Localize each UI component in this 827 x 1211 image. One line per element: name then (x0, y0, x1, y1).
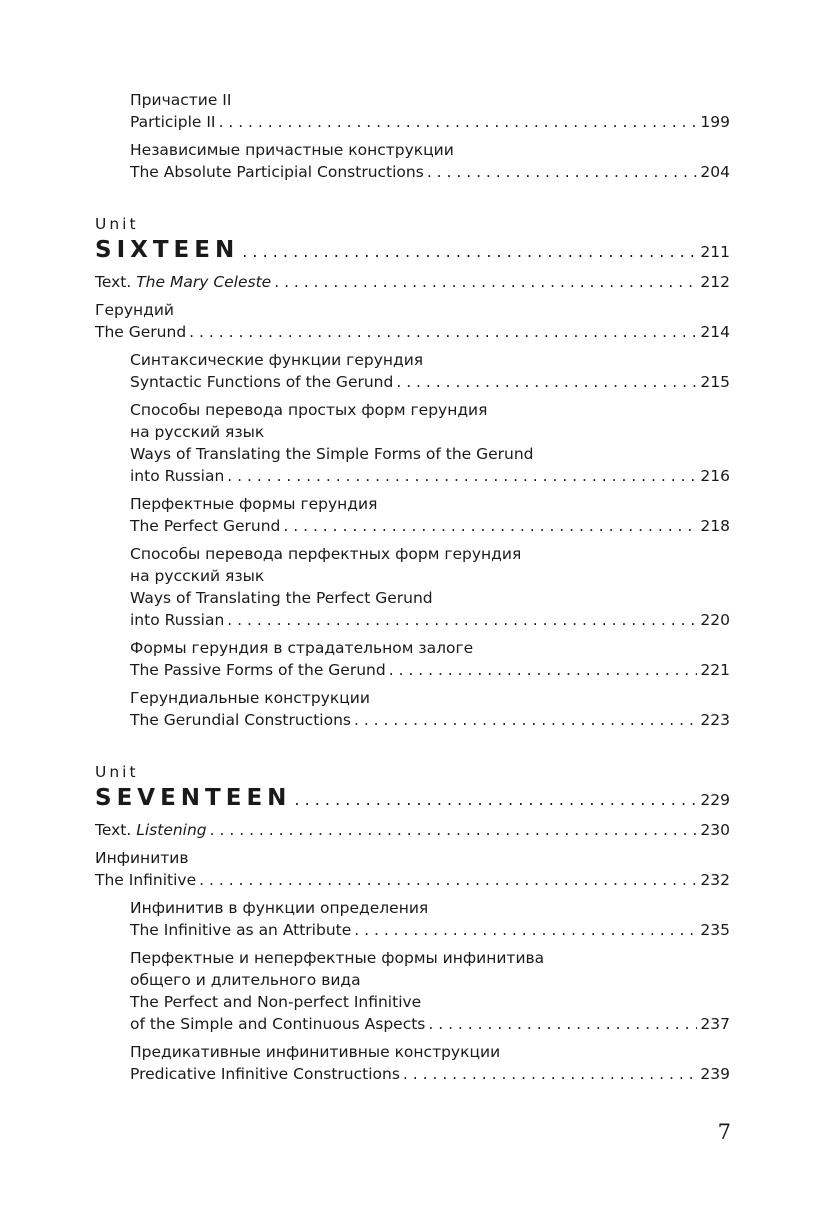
entry-en-title: The Perfect and Non-perfect Infinitive (130, 993, 422, 1011)
dot-leader (427, 161, 698, 183)
page-folio: 7 (717, 1120, 731, 1144)
text-title: Listening (136, 821, 207, 839)
entry-ru-title: Инфинитив в функции определения (130, 899, 429, 917)
entry-en-title: The Absolute Participial Constructions (130, 163, 424, 181)
entry-ru-title: Способы перевода простых форм герундия (130, 401, 488, 419)
entry-ru-title: Перфектные формы герундия (130, 495, 378, 513)
dot-leader (227, 465, 697, 487)
unit-name: SIXTEEN (95, 237, 240, 263)
entry-en-title-cont: into Russian (130, 611, 225, 629)
unit-label: Unit (95, 215, 139, 233)
entry-ru-title-cont: на русский язык (130, 567, 265, 585)
entry-en-title: The Gerundial Constructions (130, 711, 351, 729)
entry-en-title: Predicative Infinitive Constructions (130, 1065, 400, 1083)
entry-en-title-cont: of the Simple and Continuous Aspects (130, 1015, 426, 1033)
entry-en-title: The Infinitive as an Attribute (130, 921, 352, 939)
dot-leader (189, 321, 697, 343)
entry-ru-title-cont: общего и длительного вида (130, 971, 361, 989)
entry-ru-title: Предикативные инфинитивные конструкции (130, 1043, 501, 1061)
toc-entry-main[interactable] (95, 299, 730, 343)
dot-leader (219, 111, 698, 133)
entry-en-title: The Perfect Gerund (130, 517, 281, 535)
entry-en-title: Ways of Translating the Simple Forms of the Gerund (130, 445, 534, 463)
toc-entry[interactable] (130, 493, 730, 537)
page-number: 211 (700, 243, 730, 261)
unit-heading[interactable] (95, 783, 730, 813)
dot-leader (428, 1013, 697, 1035)
toc-entry[interactable] (130, 399, 730, 487)
page-number: 229 (700, 791, 730, 809)
dot-leader (294, 790, 697, 809)
entry-ru-title: Способы перевода перфектных форм герундия (130, 545, 522, 563)
unit-name: SEVENTEEN (95, 785, 292, 811)
dot-leader (274, 271, 697, 293)
entry-en-title-cont: into Russian (130, 467, 225, 485)
entry-ru-title: Причастие II (130, 91, 232, 109)
page-number: 232 (700, 871, 730, 889)
page-number: 220 (700, 611, 730, 629)
page-number: 237 (700, 1015, 730, 1033)
unit-label: Unit (95, 763, 139, 781)
page-number: 223 (700, 711, 730, 729)
page-number: 199 (700, 113, 730, 131)
page-number: 215 (700, 373, 730, 391)
dot-leader (403, 1063, 698, 1085)
toc-entry[interactable] (130, 349, 730, 393)
entry-en-title: The Infinitive (95, 871, 197, 889)
entry-ru-title: Формы герундия в страдательном залоге (130, 639, 474, 657)
page-number: 216 (700, 467, 730, 485)
toc-entry[interactable] (130, 1041, 730, 1085)
toc-entry[interactable] (130, 543, 730, 631)
entry-ru-title: Инфинитив (95, 849, 189, 867)
page-number: 214 (700, 323, 730, 341)
dot-leader (227, 609, 697, 631)
entry-en-title: Ways of Translating the Perfect Gerund (130, 589, 433, 607)
toc-entry[interactable] (130, 89, 730, 133)
entry-en-title: The Passive Forms of the Gerund (130, 661, 386, 679)
toc-entry-main[interactable] (95, 847, 730, 891)
text-prefix: Text. (95, 821, 132, 839)
dot-leader (396, 371, 697, 393)
dot-leader (210, 819, 698, 841)
text-prefix: Text. (95, 273, 132, 291)
entry-ru-title: Герундиальные конструкции (130, 689, 370, 707)
page-number: 218 (700, 517, 730, 535)
toc-entry[interactable] (130, 139, 730, 183)
entry-ru-title: Синтаксические функции герундия (130, 351, 424, 369)
entry-ru-title: Независимые причастные конструкции (130, 141, 454, 159)
dot-leader (283, 515, 697, 537)
toc-entry[interactable] (130, 637, 730, 681)
page-number: 204 (700, 163, 730, 181)
entry-ru-title-cont: на русский язык (130, 423, 265, 441)
dot-leader (354, 709, 697, 731)
entry-en-title: Participle II (130, 113, 216, 131)
entry-en-title: Syntactic Functions of the Gerund (130, 373, 394, 391)
toc-entry[interactable] (130, 897, 730, 941)
toc-entry[interactable] (130, 687, 730, 731)
dot-leader (199, 869, 697, 891)
dot-leader (389, 659, 698, 681)
entry-ru-title: Перфектные и неперфектные формы инфинитива (130, 949, 545, 967)
toc-entry-text[interactable] (95, 271, 730, 293)
text-title: The Mary Celeste (136, 273, 272, 291)
toc-entry[interactable] (130, 947, 730, 1035)
table-of-contents (95, 89, 730, 1091)
page-number: 221 (700, 661, 730, 679)
dot-leader (354, 919, 697, 941)
page-number: 235 (700, 921, 730, 939)
dot-leader (242, 242, 697, 261)
page-number: 230 (700, 821, 730, 839)
unit-heading[interactable] (95, 235, 730, 265)
entry-en-title: The Gerund (95, 323, 187, 341)
page-number: 239 (700, 1065, 730, 1083)
entry-ru-title: Герундий (95, 301, 174, 319)
page-number: 212 (700, 273, 730, 291)
toc-entry-text[interactable] (95, 819, 730, 841)
